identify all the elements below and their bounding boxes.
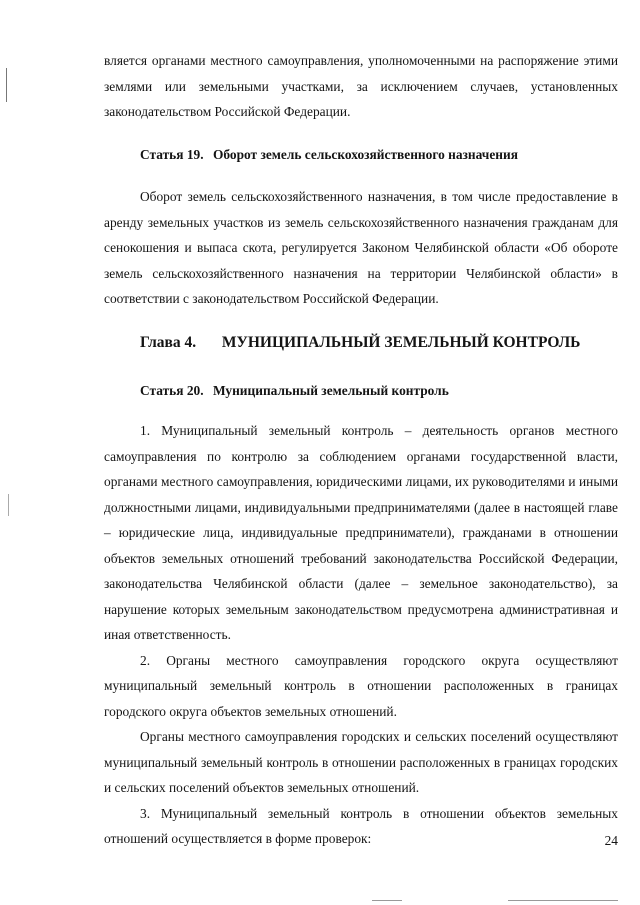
scan-mark-bottom xyxy=(372,900,402,901)
chapter-4-number: Глава 4. xyxy=(140,334,197,351)
scan-mark-left-lower xyxy=(8,494,9,516)
page-number: 24 xyxy=(604,833,618,848)
article-20-paragraph-3: Органы местного самоуправления городских и сельских поселений осуществляют муниципальный земельный контроль в отношении расположенных в границах городских и сельских поселений объектов земельных отношений. xyxy=(104,729,618,795)
intro-paragraph: вляется органами местного самоуправления, уполномоченными на распоряжение этими землями или земельными участками, за исключением случаев, установленных законодательством Российской Федерации. xyxy=(104,53,618,119)
article-19-number: Статья 19. xyxy=(140,147,204,162)
article-20-block xyxy=(104,418,618,852)
intro-block xyxy=(104,48,618,125)
article-19-heading xyxy=(140,147,518,163)
article-20-paragraph-4: 3. Муниципальный земельный контроль в отношении объектов земельных отношений осуществляется в форме проверок: xyxy=(104,805,618,846)
article-20-paragraph-1: 1. Муниципальный земельный контроль – деятельность органов местного самоуправления по контролю за соблюдением органами государственной власти, органами местного самоуправления, юридическими лицами, их руководителями и иными должностными лицами, индивидуальными предпринимателями (далее в настоящей главе – юридические лица, индивидуальные предприниматели), гражданами в отношении объектов земельных отношений требований законодательства Российской Федерации, законодательства Челябинской области (далее – земельное законодательство), за нарушение которых земельным законодательством предусмотрена административная и иная ответственность. xyxy=(104,423,618,642)
article-19-block xyxy=(104,184,618,312)
chapter-4-heading xyxy=(140,334,580,352)
article-20-title: Муниципальный земельный контроль xyxy=(212,383,449,398)
scan-mark-bottom-right xyxy=(508,900,618,901)
chapter-4-title: МУНИЦИПАЛЬНЫЙ ЗЕМЕЛЬНЫЙ КОНТРОЛЬ xyxy=(221,334,581,351)
article-20-number: Статья 20. xyxy=(140,383,204,398)
article-19-title: Оборот земель сельскохозяйственного назначения xyxy=(212,147,518,162)
article-20-heading xyxy=(140,383,449,399)
article-20-paragraph-2: 2. Органы местного самоуправления городского округа осуществляют муниципальный земельный контроль в отношении расположенных в границах городского округа объектов земельных отношений. xyxy=(104,652,618,719)
scan-mark-left xyxy=(6,68,7,102)
article-19-text: Оборот земель сельскохозяйственного назначения, в том числе предоставление в аренду земельных участков из земель сельскохозяйственного назначения гражданам для сенокошения и выпаса скота, регулируется Законом Челябинской области «Об обороте земель сельскохозяйственного назначения на территории Челябинской области» в соответствии с законодательством Российской Федерации. xyxy=(104,189,618,306)
